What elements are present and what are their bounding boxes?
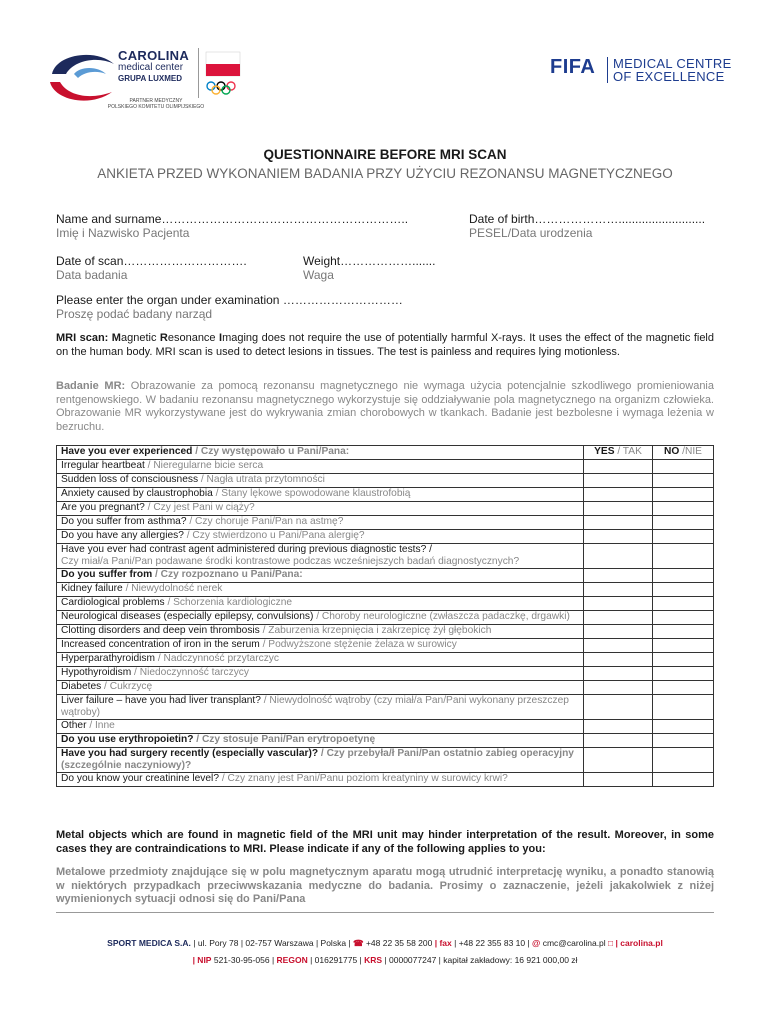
question-en: Are you pregnant? (61, 502, 145, 513)
no-answer-cell[interactable] (653, 569, 714, 583)
question-pl: / Niedoczynność tarczycy (131, 667, 249, 678)
question-en: Have you had surgery recently (especially vascular)? (61, 748, 319, 759)
scan-label-pl: Data badania (56, 268, 128, 282)
question-pl: / Nagła utrata przytomności (198, 474, 325, 485)
weight-label-en: Weight………………....... (303, 254, 436, 268)
yes-answer-cell[interactable] (584, 516, 653, 530)
yes-answer-cell[interactable] (584, 502, 653, 516)
weight-label-pl: Waga (303, 268, 334, 282)
table-row (57, 720, 714, 734)
no-answer-cell[interactable] (653, 583, 714, 597)
partner-line-2: POLSKIEGO KOMITETU OLIMPIJSKIEGO (107, 104, 205, 110)
scan-date-field[interactable] (56, 254, 247, 282)
question-cell (57, 544, 584, 569)
question-cell (57, 569, 584, 583)
yes-answer-cell[interactable] (584, 667, 653, 681)
question-en: Irregular heartbeat (61, 460, 145, 471)
carolina-group: GRUPA LUXMED (118, 74, 182, 83)
question-cell (57, 653, 584, 667)
question-en: Anxiety caused by claustrophobia (61, 488, 213, 499)
question-en: Hyperparathyroidism (61, 653, 155, 664)
question-cell (57, 516, 584, 530)
question-pl: Czy miał/a Pani/Pan podawane środki kontrastowe podczas wcześniejszych badań diagnostycznych? (61, 556, 520, 567)
table-row (57, 695, 714, 720)
dob-label-pl: PESEL/Data urodzenia (469, 226, 593, 240)
question-en: Diabetes (61, 681, 102, 692)
question-pl: / Nadczynność przytarczyc (155, 653, 279, 664)
question-cell (57, 773, 584, 787)
table-row (57, 544, 714, 569)
table-row (57, 748, 714, 773)
yes-answer-cell[interactable] (584, 474, 653, 488)
fifa-line-1: MEDICAL CENTRE (613, 56, 732, 71)
question-cell (57, 446, 584, 460)
question-pl: / Czy znany jest Pani/Panu poziom kreatyniny w surowicy krwi? (219, 773, 508, 784)
table-row (57, 653, 714, 667)
question-pl: / Czy stwierdzono u Pani/Pana alergię? (183, 530, 365, 541)
no-answer-cell[interactable] (653, 748, 714, 773)
question-en: Have you ever experienced (61, 446, 193, 457)
question-cell (57, 695, 584, 720)
yes-answer-cell[interactable] (584, 695, 653, 720)
name-label-pl: Imię i Nazwisko Pacjenta (56, 226, 190, 240)
no-answer-cell[interactable] (653, 502, 714, 516)
no-answer-cell[interactable] (653, 611, 714, 625)
yes-answer-cell[interactable] (584, 625, 653, 639)
table-row (57, 611, 714, 625)
question-en: Do you know your creatinine level? (61, 773, 219, 784)
table-row (57, 597, 714, 611)
question-en: Clotting disorders and deep vein thrombosis (61, 625, 260, 636)
fifa-centre-text (613, 57, 732, 83)
question-pl: / Czy jest Pani w ciąży? (144, 502, 255, 513)
partner-line-1: PARTNER MEDYCZNY (129, 98, 183, 104)
table-row (57, 681, 714, 695)
yes-answer-cell[interactable] (584, 681, 653, 695)
yes-answer-cell[interactable] (584, 460, 653, 474)
yes-answer-cell[interactable] (584, 734, 653, 748)
no-header-en: NO (664, 446, 680, 457)
question-cell (57, 639, 584, 653)
question-pl: / Niewydolność nerek (122, 583, 223, 594)
table-row (57, 488, 714, 502)
question-pl: / Schorzenia kardiologiczne (164, 597, 293, 608)
table-row (57, 667, 714, 681)
no-answer-cell[interactable] (653, 516, 714, 530)
yes-answer-cell[interactable] (584, 748, 653, 773)
yes-answer-cell[interactable] (584, 773, 653, 787)
carolina-brand-sub: medical center (118, 62, 184, 73)
no-answer-cell[interactable] (653, 653, 714, 667)
question-pl: / Podwyższone stężenie żelaza w surowicy (259, 639, 457, 650)
question-cell (57, 720, 584, 734)
question-cell (57, 488, 584, 502)
question-pl: / Czy choruje Pani/Pan na astmę? (186, 516, 344, 527)
question-en: Do you suffer from (61, 569, 153, 580)
monitor-icon: □ (608, 938, 614, 948)
no-answer-cell[interactable] (653, 474, 714, 488)
no-answer-cell[interactable] (653, 681, 714, 695)
question-en: Do you use erythropoietin? (61, 734, 194, 745)
question-en: Do you suffer from asthma? (61, 516, 187, 527)
name-label-en: Name and surname…………………………………………………….. (56, 212, 409, 226)
yes-answer-cell[interactable] (584, 639, 653, 653)
question-pl: / Nieregularne bicie serca (144, 460, 264, 471)
table-row (57, 502, 714, 516)
polish-flag-icon (206, 52, 240, 76)
question-en: Have you ever had contrast agent administered during previous diagnostic tests? / (61, 544, 432, 555)
question-pl: / Cukrzycę (101, 681, 153, 692)
no-answer-cell[interactable] (653, 773, 714, 787)
question-cell (57, 734, 584, 748)
question-pl: / Choroby neurologiczne (zwłaszcza padaczkę, drgawki) (313, 611, 570, 622)
partner-caption (86, 98, 226, 110)
question-cell (57, 611, 584, 625)
question-cell (57, 474, 584, 488)
no-answer-cell[interactable] (653, 460, 714, 474)
question-cell (57, 667, 584, 681)
table-row (57, 734, 714, 748)
question-en: Increased concentration of iron in the serum (61, 639, 260, 650)
question-cell (57, 502, 584, 516)
yes-answer-cell[interactable] (584, 446, 653, 460)
question-pl: / Inne (86, 720, 115, 731)
phone-icon: ☎ (352, 938, 364, 948)
organ-label-en: Please enter the organ under examination ………………………… (56, 293, 403, 307)
yes-header-pl: / TAK (614, 446, 642, 457)
question-cell (57, 583, 584, 597)
question-pl: / Czy występowało u Pani/Pana: (192, 446, 350, 457)
no-answer-cell[interactable] (653, 625, 714, 639)
question-pl: / Czy stosuje Pani/Pan erytropoetynę (193, 734, 376, 745)
yes-answer-cell[interactable] (584, 488, 653, 502)
questionnaire-table (56, 445, 714, 787)
question-pl: / Zaburzenia krzepnięcia i zakrzepicę żył głębokich (259, 625, 492, 636)
fifa-line-2: OF EXCELLENCE (613, 69, 725, 84)
no-answer-cell[interactable] (653, 720, 714, 734)
yes-header-en: YES (594, 446, 615, 457)
question-cell (57, 681, 584, 695)
question-en: Do you have any allergies? (61, 530, 184, 541)
metal-notice-english: Metal objects which are found in magnetic field of the MRI unit may hinder interpretation of the result. Moreover, in some cases they are contraindications to MRI. Please indicate if any of the following applies to you: (56, 829, 714, 855)
yes-answer-cell[interactable] (584, 530, 653, 544)
question-cell (57, 597, 584, 611)
no-answer-cell[interactable] (653, 488, 714, 502)
question-en: Sudden loss of consciousness (61, 474, 199, 485)
table-row (57, 639, 714, 653)
no-answer-cell[interactable] (653, 667, 714, 681)
question-pl: / Czy przebyła/ł Pani/Pan ostatnio zabieg operacyjny (szczególnie naczyniowy)? (61, 748, 574, 771)
yes-answer-cell[interactable] (584, 611, 653, 625)
table-row (57, 460, 714, 474)
question-cell (57, 460, 584, 474)
table-row (57, 474, 714, 488)
yes-answer-cell[interactable] (584, 653, 653, 667)
yes-answer-cell[interactable] (584, 583, 653, 597)
olympic-rings-icon (207, 82, 235, 94)
question-en: Other (61, 720, 87, 731)
no-header-pl: /NIE (679, 446, 702, 457)
organ-field[interactable] (56, 293, 403, 321)
footer-line-1: SPORT MEDICA S.A. | ul. Pory 78 | 02-757 Warszawa | Polska | ☎ +48 22 35 58 200 | fax | +48 22 355 83 10 | @ cmc@carolina.pl □ | carolina.pl (107, 938, 663, 948)
table-row (57, 773, 714, 787)
dob-label-en: Date of birth………………….......................... (469, 212, 706, 226)
yes-answer-cell[interactable] (584, 597, 653, 611)
at-icon: @ (532, 938, 541, 948)
yes-answer-cell[interactable] (584, 569, 653, 583)
no-answer-cell[interactable] (653, 695, 714, 720)
name-field[interactable] (56, 212, 408, 240)
table-row (57, 569, 714, 583)
question-pl: / Niewydolność wątroby (czy miał/a Pan/Pani wykonany przeszczep wątroby) (61, 695, 569, 718)
metal-notice-polish: Metalowe przedmioty znajdujące się w polu magnetycznym aparatu mogą utrudnić interpretację wyniku, a ponadto stanowią w niektórych przypadkach przeciwwskazania medyczne do badania. Prosimy o zaznaczenie, jeżeli jakakolwiek z niżej wymienionych sytuacji odnosi się do Pani/Pana (56, 866, 714, 905)
question-cell (57, 748, 584, 773)
no-answer-cell[interactable] (653, 446, 714, 460)
question-pl: / Czy rozpoznano u Pani/Pana: (152, 569, 303, 580)
dob-field[interactable] (469, 212, 705, 240)
table-row (57, 446, 714, 460)
table-row (57, 583, 714, 597)
title-polish: ANKIETA PRZED WYKONANIEM BADANIA PRZY UŻYCIU REZONANSU MAGNETYCZNEGO (97, 166, 673, 181)
question-cell (57, 625, 584, 639)
question-en: Hypothyroidism (61, 667, 132, 678)
weight-field[interactable] (303, 254, 435, 282)
footer-divider (56, 912, 714, 913)
table-row (57, 516, 714, 530)
table-row (57, 625, 714, 639)
no-answer-cell[interactable] (653, 544, 714, 569)
table-row (57, 530, 714, 544)
organ-label-pl: Proszę podać badany narząd (56, 307, 213, 321)
question-en: Cardiological problems (61, 597, 165, 608)
title-english: QUESTIONNAIRE BEFORE MRI SCAN (263, 147, 507, 162)
yes-answer-cell[interactable] (584, 544, 653, 569)
yes-answer-cell[interactable] (584, 720, 653, 734)
question-pl: / Stany lękowe spowodowane klaustrofobią (212, 488, 411, 499)
question-en: Liver failure – have you had liver transplant? (61, 695, 261, 706)
scan-label-en: Date of scan…………………………. (56, 254, 247, 268)
fifa-logo: FIFA (550, 56, 596, 78)
no-answer-cell[interactable] (653, 639, 714, 653)
question-cell (57, 530, 584, 544)
question-en: Kidney failure (61, 583, 123, 594)
no-answer-cell[interactable] (653, 530, 714, 544)
intro-english: MRI scan: Magnetic Resonance Imaging does not require the use of potentially harmful X-rays. It uses the effect of the magnetic field on the human body. MRI scan is used to detect lesions in tissues. The test is painless and requires lying motionless. (56, 332, 714, 358)
no-answer-cell[interactable] (653, 734, 714, 748)
no-answer-cell[interactable] (653, 597, 714, 611)
question-en: Neurological diseases (especially epilepsy, convulsions) (61, 611, 314, 622)
footer-line-2: | NIP 521-30-95-056 | REGON | 016291775 | KRS | 0000077247 | kapitał zakładowy: 16 921 000,00 zł (192, 955, 578, 965)
intro-polish: Badanie MR: Obrazowanie za pomocą rezonansu magnetycznego nie wymaga użycia potencjalnie szkodliwego promieniowania rentgenowskiego. W badaniu rezonansu magnetycznego wykorzystuje się oddziaływanie pola magnetycznego na organizm człowieka. Obrazowanie MR wykorzystywane jest do wykrywania zmian chorobowych w tkankach. Badanie jest bezbolesne i wymaga leżenia w bezruchu. (56, 380, 714, 433)
fifa-divider (607, 57, 608, 83)
carolina-brand-name: CAROLINA (118, 48, 190, 63)
